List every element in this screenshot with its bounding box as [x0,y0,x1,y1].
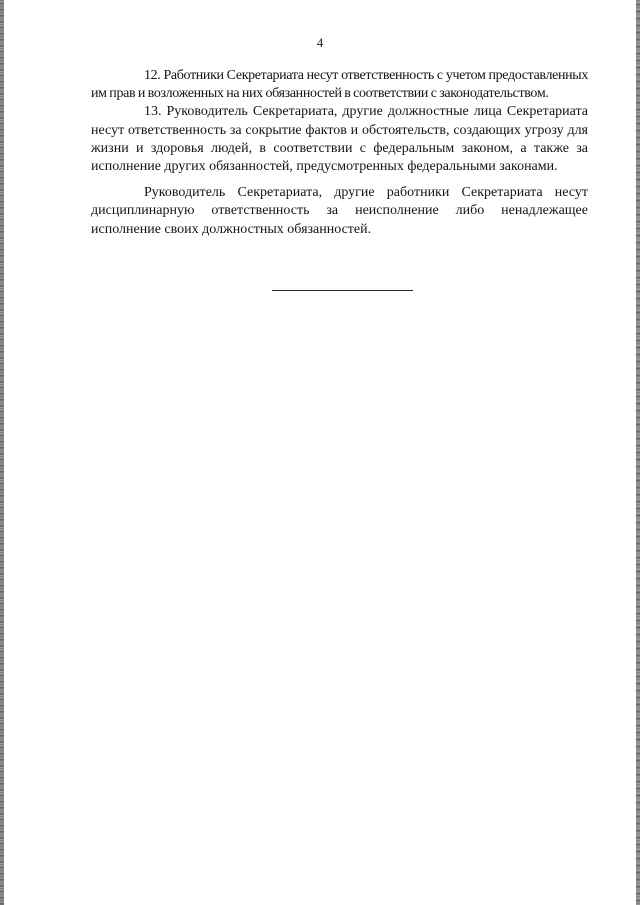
paragraph-13: 13. Руководитель Секретариата, другие должностные лица Секретариата несут ответственность за сокрытие фактов и обстоятельств, создающих угрозу для жизни и здоровья людей, в соответствии с федеральным законом, а также за исполнение других обязанностей, предусмотренных федеральными законами. [91,104,588,175]
scan-edge-right [636,0,640,905]
scan-edge-left [0,0,4,905]
document-body [91,67,588,239]
paragraph-disciplinary: Руководитель Секретариата, другие работники Секретариата несут дисциплинарную ответственность за неисполнение либо ненадлежащее исполнение своих должностных обязанностей. [91,185,588,237]
page-number: 4 [316,35,324,50]
end-separator-line [272,290,413,291]
paragraph-12: 12. Работники Секретариата несут ответственность с учетом предоставленных им прав и возложенных на них обязанностей в соответствии с законодательством. [91,68,588,102]
